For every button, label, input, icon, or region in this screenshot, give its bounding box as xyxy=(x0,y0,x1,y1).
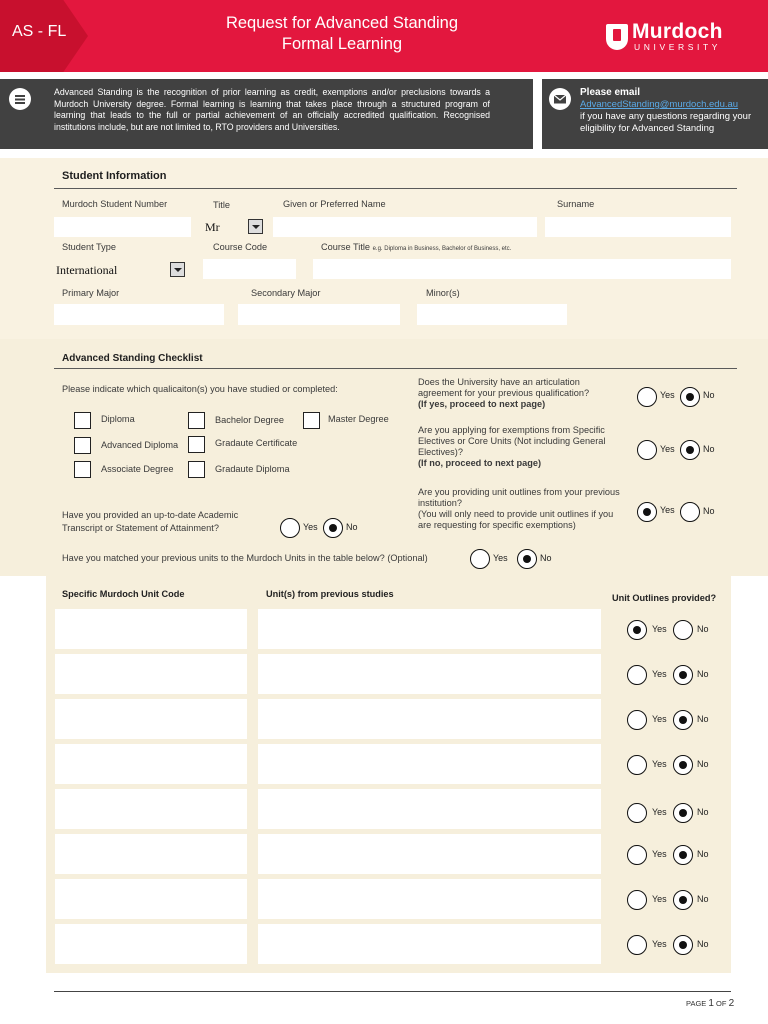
matched-question: Have you matched your previous units to the Murdoch Units in the table below? (Optional) xyxy=(62,553,428,563)
student-info-title: Student Information xyxy=(62,170,167,182)
previous-units-field[interactable] xyxy=(258,789,601,829)
advanced-diploma-checkbox[interactable] xyxy=(74,437,91,454)
yes-label: Yes xyxy=(660,444,675,454)
exemptions-question: Are you applying for exemptions from Specific Electives or Core Units (Not including General Electives)? (If no, proceed to next page) xyxy=(418,425,606,468)
outline-no-radio[interactable] xyxy=(673,710,693,730)
graduate-diploma-checkbox[interactable] xyxy=(188,461,205,478)
transcript-no-radio[interactable] xyxy=(323,518,343,538)
no-label: No xyxy=(703,506,715,516)
outlines-yes-radio[interactable] xyxy=(637,502,657,522)
yes-label: Yes xyxy=(652,714,667,724)
logo-name: Murdoch xyxy=(632,20,723,43)
articulation-question: Does the University have an articulation agreement for your previous qualification? (If yes, proceed to next page) xyxy=(418,377,590,409)
no-label: No xyxy=(540,553,552,563)
articulation-yes-radio[interactable] xyxy=(637,387,657,407)
minors-field[interactable] xyxy=(417,304,567,325)
murdoch-shield-logo-icon xyxy=(606,24,628,50)
outline-yes-radio[interactable] xyxy=(627,935,647,955)
envelope-icon xyxy=(549,88,571,110)
diploma-label: Diploma xyxy=(101,414,135,424)
student-type-value[interactable]: International xyxy=(56,263,118,277)
page-number: PAGE 1 OF 2 xyxy=(686,998,735,1009)
checklist-title: Advanced Standing Checklist xyxy=(62,353,203,364)
outline-yes-radio[interactable] xyxy=(627,755,647,775)
email-note: if you have any questions regarding your eligibility for Advanced Standing xyxy=(580,111,752,134)
outlines-no-radio[interactable] xyxy=(680,502,700,522)
yes-label: Yes xyxy=(493,553,508,563)
bachelor-degree-label: Bachelor Degree xyxy=(215,415,284,425)
no-label: No xyxy=(697,624,709,634)
no-label: No xyxy=(697,849,709,859)
course-code-field[interactable] xyxy=(203,259,296,279)
yes-label: Yes xyxy=(652,759,667,769)
yes-label: Yes xyxy=(652,669,667,679)
previous-units-field[interactable] xyxy=(258,699,601,739)
secondary-major-label: Secondary Major xyxy=(251,288,321,298)
student-type-dropdown-chevron-icon[interactable] xyxy=(170,262,185,277)
previous-units-field[interactable] xyxy=(258,879,601,919)
associate-degree-checkbox[interactable] xyxy=(74,461,91,478)
no-label: No xyxy=(697,669,709,679)
outlines-question: Are you providing unit outlines from your previous institution? (You will only need to provide unit outlines if you are requesting for specific exemptions) xyxy=(418,487,620,530)
previous-units-field[interactable] xyxy=(258,744,601,784)
advanced-diploma-label: Advanced Diploma xyxy=(101,440,179,450)
page-title: Request for Advanced Standing Formal Learning xyxy=(225,14,459,53)
surname-label: Surname xyxy=(557,199,595,209)
master-degree-label: Master Degree xyxy=(328,414,389,424)
divider xyxy=(54,188,737,189)
no-label: No xyxy=(703,390,715,400)
matched-no-radio[interactable] xyxy=(517,549,537,569)
master-degree-checkbox[interactable] xyxy=(303,412,320,429)
graduate-certificate-checkbox[interactable] xyxy=(188,436,205,453)
previous-units-field[interactable] xyxy=(258,654,601,694)
bachelor-degree-checkbox[interactable] xyxy=(188,412,205,429)
associate-degree-label: Associate Degree xyxy=(101,464,174,474)
student-type-label: Student Type xyxy=(62,242,116,252)
yes-label: Yes xyxy=(652,807,667,817)
outline-yes-radio[interactable] xyxy=(627,665,647,685)
unit-code-field[interactable] xyxy=(55,654,247,694)
previous-units-column-header: Unit(s) from previous studies xyxy=(266,589,394,599)
outlines-column-header: Unit Outlines provided? xyxy=(612,593,717,603)
diploma-checkbox[interactable] xyxy=(74,412,91,429)
transcript-yes-radio[interactable] xyxy=(280,518,300,538)
exemptions-yes-radio[interactable] xyxy=(637,440,657,460)
unit-code-field[interactable] xyxy=(55,879,247,919)
matched-yes-radio[interactable] xyxy=(470,549,490,569)
outline-no-radio[interactable] xyxy=(673,620,693,640)
form-code: AS - FL xyxy=(12,23,67,40)
divider xyxy=(54,368,737,369)
student-number-label: Murdoch Student Number xyxy=(62,199,168,209)
graduate-diploma-label: Gradaute Diploma xyxy=(215,464,290,474)
logo-subtitle: UNIVERSITY xyxy=(634,42,722,52)
unit-code-field[interactable] xyxy=(55,744,247,784)
outline-no-radio[interactable] xyxy=(673,935,693,955)
title-dropdown-chevron-icon[interactable] xyxy=(248,219,263,234)
outline-yes-radio[interactable] xyxy=(627,890,647,910)
yes-label: Yes xyxy=(652,624,667,634)
yes-label: Yes xyxy=(303,522,318,532)
outline-yes-radio[interactable] xyxy=(627,845,647,865)
minors-label: Minor(s) xyxy=(426,288,460,298)
outline-yes-radio[interactable] xyxy=(627,710,647,730)
primary-major-field[interactable] xyxy=(54,304,224,325)
no-label: No xyxy=(697,894,709,904)
unit-code-column-header: Specific Murdoch Unit Code xyxy=(62,589,185,599)
previous-units-field[interactable] xyxy=(258,834,601,874)
document-icon xyxy=(9,88,31,110)
course-title-field[interactable] xyxy=(313,259,731,279)
exemptions-no-radio[interactable] xyxy=(680,440,700,460)
course-title-hint: e.g. Diploma in Business, Bachelor of Business, etc. xyxy=(372,246,512,252)
email-heading: Please email xyxy=(580,87,641,98)
unit-code-field[interactable] xyxy=(55,609,247,649)
yes-label: Yes xyxy=(652,849,667,859)
unit-code-field[interactable] xyxy=(55,699,247,739)
yes-label: Yes xyxy=(652,894,667,904)
transcript-question: Have you provided an up-to-date Academic Transcript or Statement of Attainment? xyxy=(62,510,239,533)
yes-label: Yes xyxy=(660,505,675,515)
articulation-no-radio[interactable] xyxy=(680,387,700,407)
yes-label: Yes xyxy=(660,390,675,400)
given-name-label: Given or Preferred Name xyxy=(283,199,386,209)
no-label: No xyxy=(346,522,358,532)
outline-yes-radio[interactable] xyxy=(627,803,647,823)
previous-units-field[interactable] xyxy=(258,924,601,964)
unit-code-field[interactable] xyxy=(55,834,247,874)
graduate-certificate-label: Gradaute Certificate xyxy=(215,438,298,448)
no-label: No xyxy=(703,444,715,454)
student-number-field[interactable] xyxy=(54,217,191,237)
given-name-field[interactable] xyxy=(273,217,537,237)
qualification-prompt: Please indicate which qualicaiton(s) you have studied or completed: xyxy=(62,384,338,394)
title-select-value[interactable]: Mr xyxy=(205,220,220,234)
title-label: Title xyxy=(213,200,231,210)
no-label: No xyxy=(697,759,709,769)
course-code-label: Course Code xyxy=(213,242,268,252)
outline-no-radio[interactable] xyxy=(673,665,693,685)
footer-divider xyxy=(54,991,731,992)
outline-no-radio[interactable] xyxy=(673,890,693,910)
previous-units-field[interactable] xyxy=(258,609,601,649)
outline-yes-radio[interactable] xyxy=(627,620,647,640)
primary-major-label: Primary Major xyxy=(62,288,120,298)
email-link[interactable]: AdvancedStanding@murdoch.edu.au xyxy=(580,99,739,110)
outline-no-radio[interactable] xyxy=(673,803,693,823)
course-title-label: Course Title e.g. Diploma in Business, Bachelor of Business, etc. xyxy=(321,242,512,252)
yes-label: Yes xyxy=(652,939,667,949)
info-text: Advanced Standing is the recognition of prior learning as credit, exemptions and/or preclusions towards a Murdoch University degree. Formal learning is learning that takes place through a structured program of learning that leads to the full or partial achievement of an officially accredited qualification. Recognised institutions include, but are not limited to, RTO providers and Universities. xyxy=(54,87,490,132)
no-label: No xyxy=(697,807,709,817)
secondary-major-field[interactable] xyxy=(238,304,400,325)
no-label: No xyxy=(697,714,709,724)
outline-no-radio[interactable] xyxy=(673,845,693,865)
outline-no-radio[interactable] xyxy=(673,755,693,775)
no-label: No xyxy=(697,939,709,949)
unit-code-field[interactable] xyxy=(55,924,247,964)
surname-field[interactable] xyxy=(545,217,731,237)
unit-code-field[interactable] xyxy=(55,789,247,829)
